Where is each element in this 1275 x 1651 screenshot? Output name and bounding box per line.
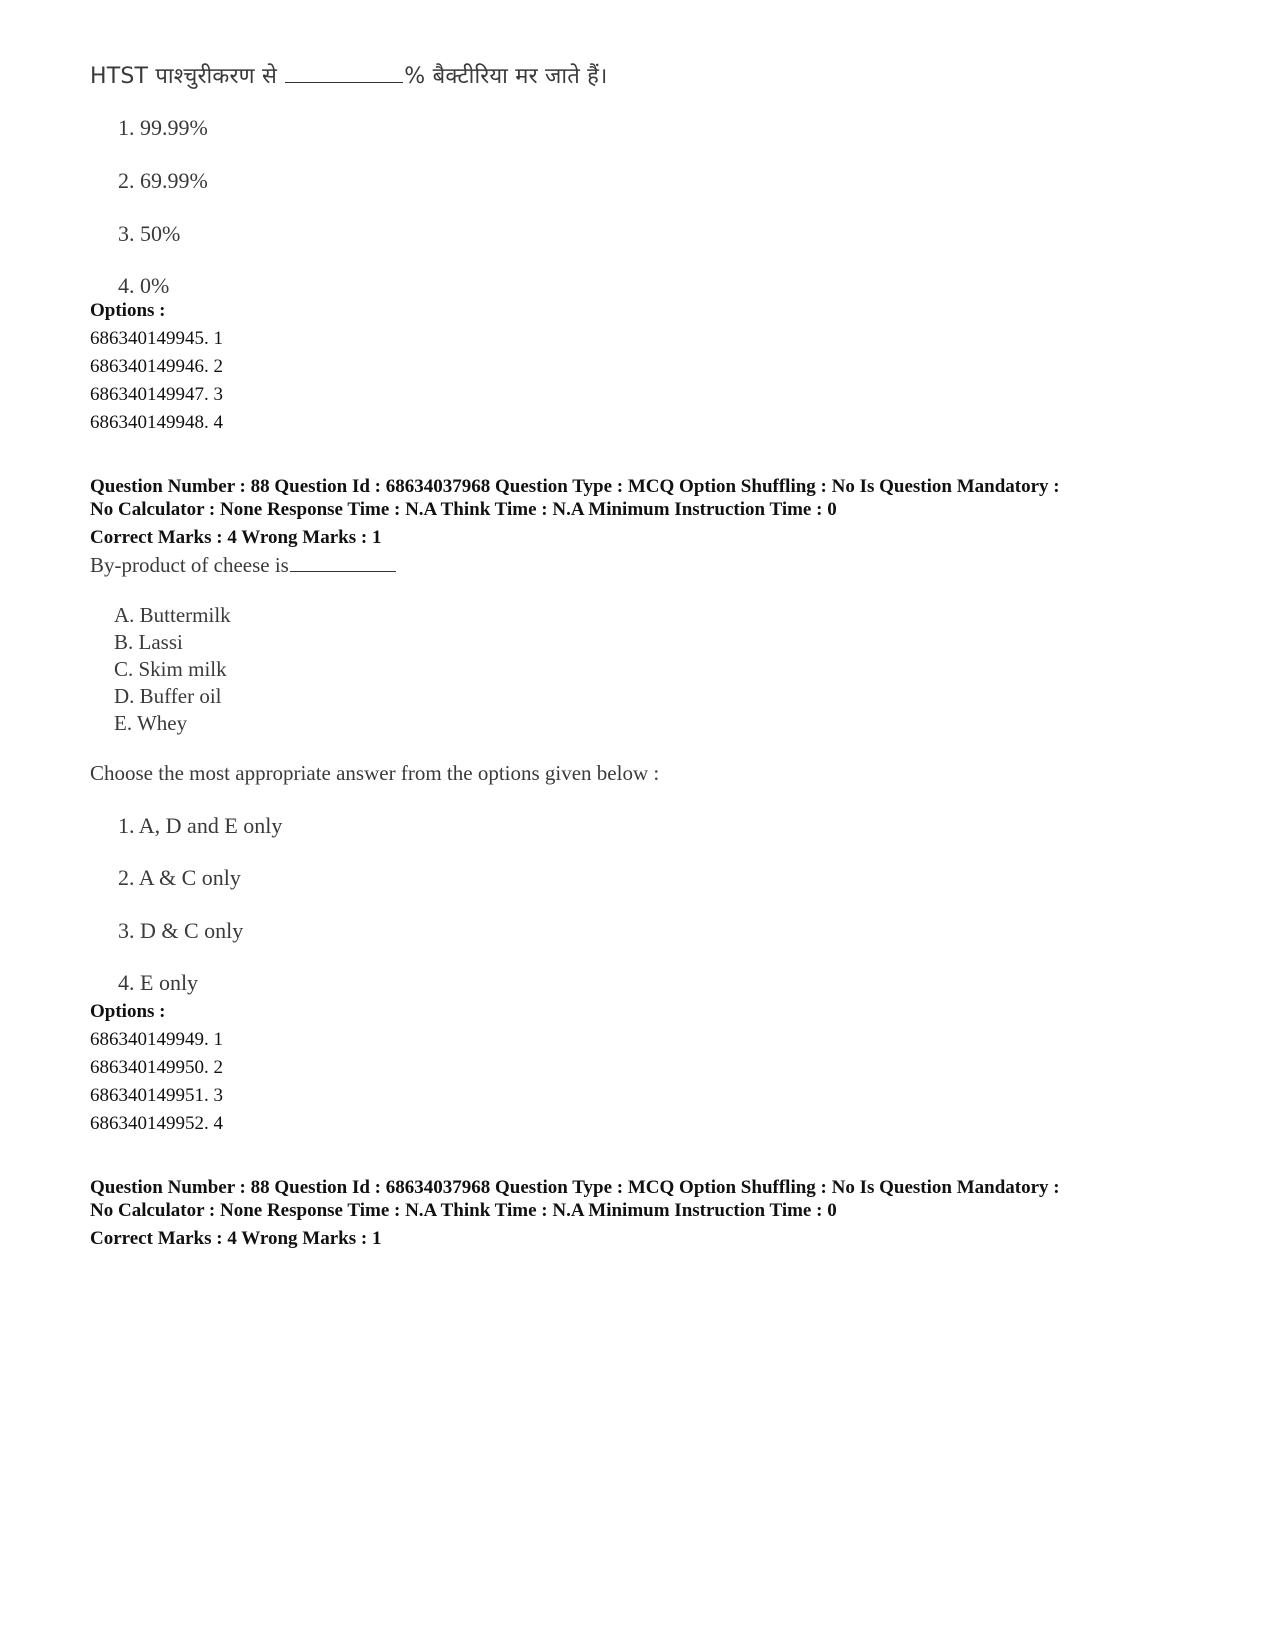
answer-blank <box>290 557 396 572</box>
question-meta-line-1: Question Number : 88 Question Id : 68634037968 Question Type : MCQ Option Shuffling : No Is Question Mandatory : <box>90 1177 1060 1198</box>
question-meta-line-2: No Calculator : None Response Time : N.A Think Time : N.A Minimum Instruction Time : 0 <box>90 1200 837 1221</box>
list-item-a: A. Buttermilk <box>114 603 231 627</box>
option-id: 686340149950. 2 <box>90 1057 223 1078</box>
stem-part-1: HTST पाश्चुरीकरण से <box>90 64 278 89</box>
option-id: 686340149945. 1 <box>90 328 223 349</box>
answer-blank <box>285 68 403 83</box>
option-id: 686340149946. 2 <box>90 356 223 377</box>
options-heading: Options : <box>90 300 166 321</box>
option-id: 686340149947. 3 <box>90 384 223 405</box>
choice-2: 2. A & C only <box>118 865 241 890</box>
choice-2: 2. 69.99% <box>118 168 208 193</box>
list-item-e: E. Whey <box>114 711 188 735</box>
list-item-d: D. Buffer oil <box>114 684 222 708</box>
options-heading: Options : <box>90 1001 166 1022</box>
choice-3: 3. 50% <box>118 221 181 246</box>
option-id: 686340149951. 3 <box>90 1085 223 1106</box>
question-meta-line-2: No Calculator : None Response Time : N.A Think Time : N.A Minimum Instruction Time : 0 <box>90 499 837 520</box>
marks-line: Correct Marks : 4 Wrong Marks : 1 <box>90 527 382 548</box>
instruction-text: Choose the most appropriate answer from the options given below : <box>90 761 660 785</box>
choice-4: 4. E only <box>118 970 199 995</box>
stem-text: By-product of cheese is <box>90 553 289 577</box>
question-meta-line-1: Question Number : 88 Question Id : 68634037968 Question Type : MCQ Option Shuffling : No Is Question Mandatory : <box>90 476 1060 497</box>
choice-4: 4. 0% <box>118 273 170 298</box>
list-item-b: B. Lassi <box>114 630 183 654</box>
question-stem <box>90 553 396 578</box>
option-id: 686340149952. 4 <box>90 1113 223 1134</box>
list-item-c: C. Skim milk <box>114 657 227 681</box>
marks-line: Correct Marks : 4 Wrong Marks : 1 <box>90 1228 382 1249</box>
choice-1: 1. 99.99% <box>118 115 208 140</box>
choice-1: 1. A, D and E only <box>118 813 283 838</box>
option-id: 686340149949. 1 <box>90 1029 223 1050</box>
stem-part-2: % बैक्टीरिया मर जाते हैं। <box>404 64 608 89</box>
choice-3: 3. D & C only <box>118 918 244 943</box>
option-id: 686340149948. 4 <box>90 412 223 433</box>
question-stem-hindi <box>90 60 608 90</box>
